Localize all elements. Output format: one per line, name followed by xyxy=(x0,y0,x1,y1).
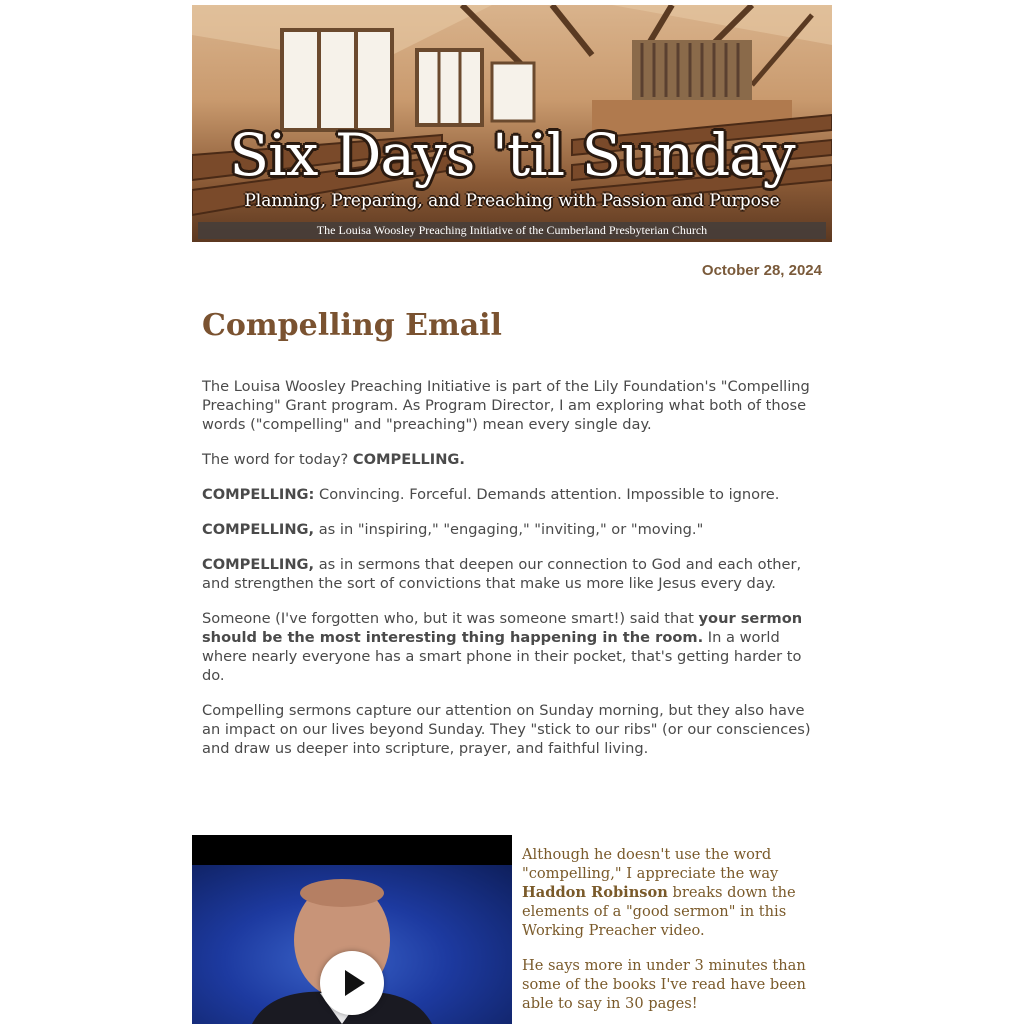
paragraph-most-interesting: Someone (I've forgotten who, but it was someone smart!) said that your sermon should be the most interesting thing happening in the room. In a world where nearly everyone has a smart phone in their pocket, that's getting harder to do. xyxy=(202,610,803,684)
paragraph-intro: The Louisa Woosley Preaching Initiative is part of the Lily Foundation's "Compelling Preaching" Grant program. As Program Director, I am exploring what both of those words ("compelling" and "preaching") mean every single day. xyxy=(202,378,810,433)
newsletter-subtitle: Planning, Preparing, and Preaching with Passion and Purpose xyxy=(244,191,780,211)
video-description-paragraph: Although he doesn't use the word "compelling," I appreciate the way Haddon Robinson breaks down the elements of a "good sermon" in this Working Preacher video. xyxy=(522,846,796,939)
play-icon xyxy=(345,970,365,996)
video-frame xyxy=(192,865,512,1024)
article-title: Compelling Email xyxy=(202,308,502,343)
paragraph-synonyms: COMPELLING, as in "inspiring," "engaging," "inviting," or "moving." xyxy=(202,521,704,538)
speaker-name: Haddon Robinson xyxy=(522,884,668,901)
issue-date: October 28, 2024 xyxy=(701,262,822,279)
article-body xyxy=(202,377,824,774)
header-banner xyxy=(192,5,832,242)
video-description xyxy=(522,845,822,1029)
paragraph-impact: Compelling sermons capture our attention on Sunday morning, but they also have an impact on our lives beyond Sunday. They "stick to our ribs" (or our consciences) and draw us deeper into scripture, prayer, and faithful living. xyxy=(202,702,811,757)
paragraph-definition: COMPELLING: Convincing. Forceful. Demands attention. Impossible to ignore. xyxy=(202,486,780,503)
newsletter-organization-strip: The Louisa Woosley Preaching Initiative of the Cumberland Presbyterian Church xyxy=(198,222,826,239)
paragraph-word-for-today: The word for today? COMPELLING. xyxy=(202,451,465,468)
newsletter-title: Six Days 'til Sunday xyxy=(229,121,795,189)
video-praise-paragraph: He says more in under 3 minutes than some of the books I've read have been able to say in 30 pages! xyxy=(522,957,806,1012)
play-button[interactable] xyxy=(320,951,384,1015)
paragraph-sermons: COMPELLING, as in sermons that deepen our connection to God and each other, and strengthen the sort of convictions that make us more like Jesus every day. xyxy=(202,556,802,592)
video-thumbnail[interactable] xyxy=(192,835,512,1024)
